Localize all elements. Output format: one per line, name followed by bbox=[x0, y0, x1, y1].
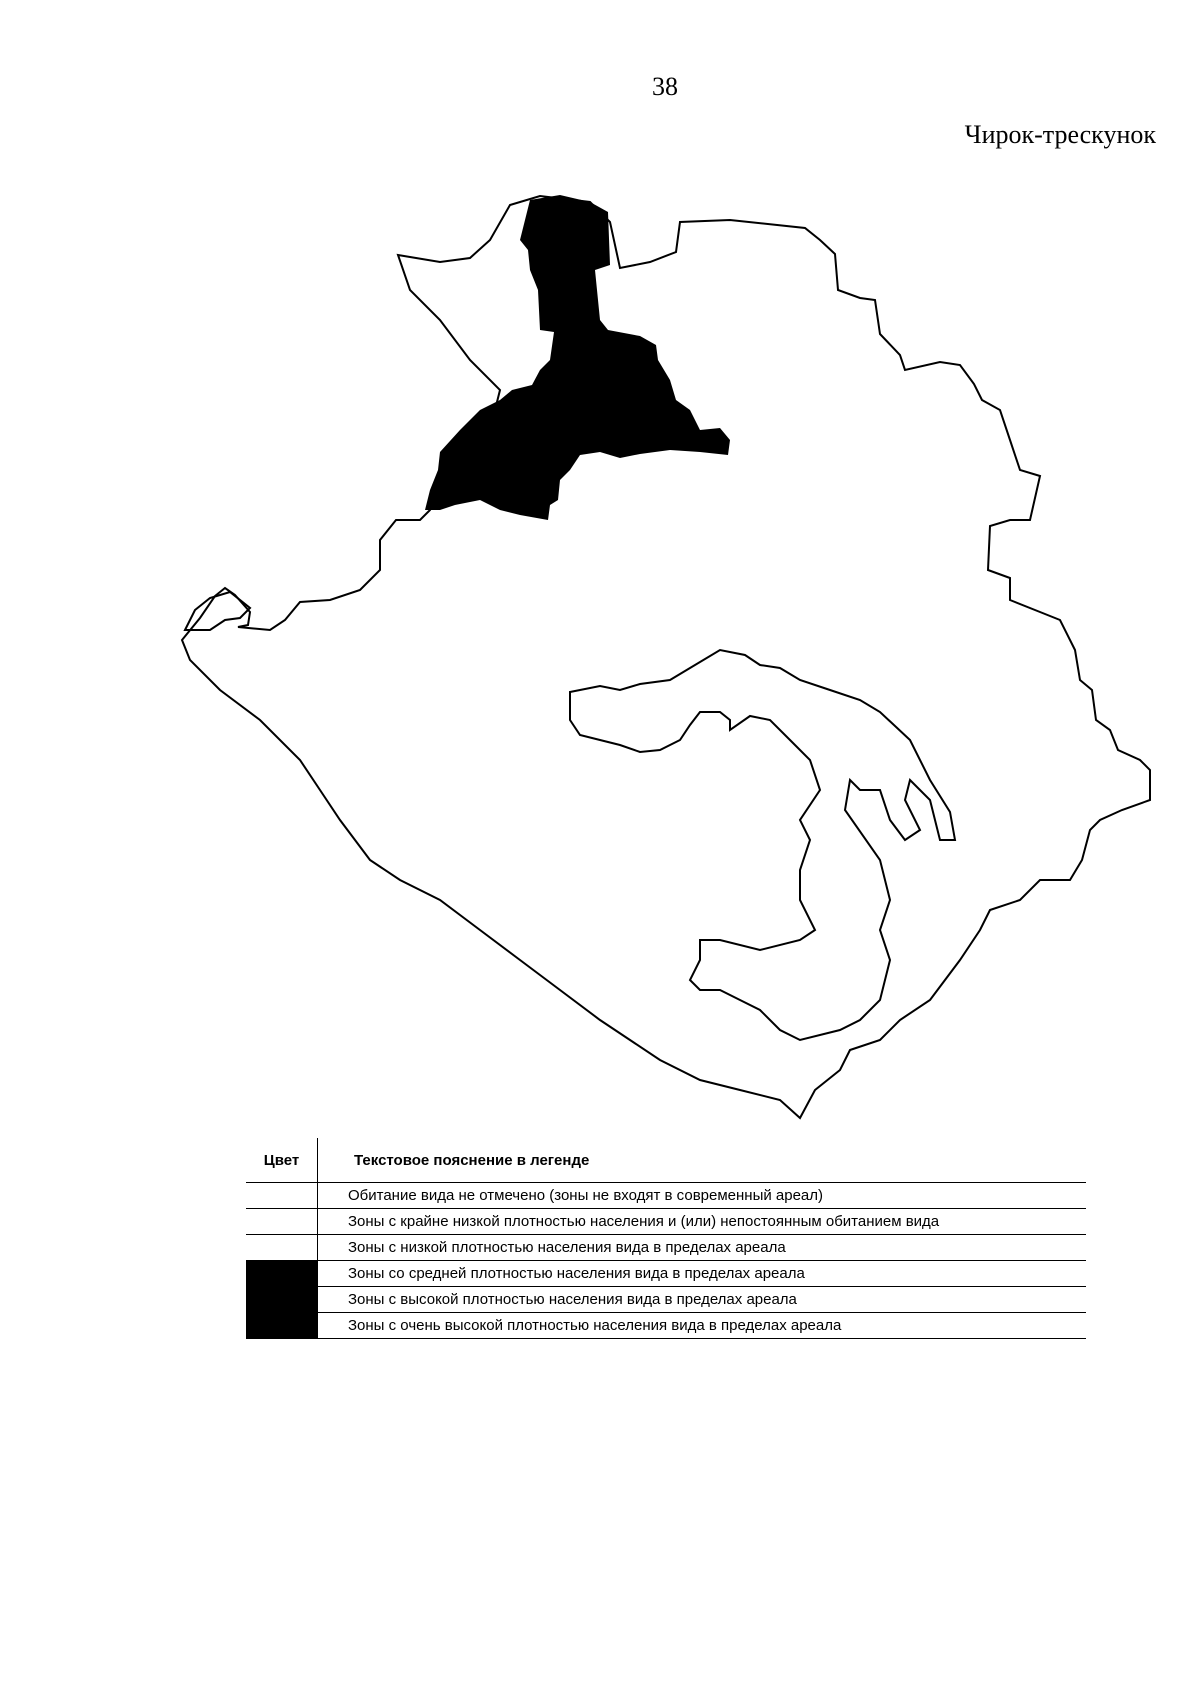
legend-swatch bbox=[246, 1235, 317, 1260]
legend-row bbox=[246, 1287, 1086, 1313]
legend-header-color: Цвет bbox=[246, 1138, 318, 1182]
legend-row bbox=[246, 1261, 1086, 1287]
legend-row-text: Зоны со средней плотностью населения вида в пределах ареала bbox=[348, 1265, 805, 1282]
legend-row-text: Зоны с крайне низкой плотностью населения и (или) непостоянным обитанием вида bbox=[348, 1213, 940, 1230]
legend-swatch bbox=[246, 1313, 317, 1338]
map-legend bbox=[246, 1138, 1086, 1339]
inner-basin-outline bbox=[570, 650, 955, 1040]
legend-swatch bbox=[246, 1209, 317, 1234]
legend-row-text: Зоны с очень высокой плотностью населения вида в пределах ареала bbox=[348, 1317, 842, 1334]
legend-row-text: Зоны с высокой плотностью населения вида в пределах ареала bbox=[348, 1291, 797, 1308]
high-density-zone bbox=[425, 195, 730, 520]
legend-row-text: Обитание вида не отмечено (зоны не входят в современный ареал) bbox=[348, 1187, 824, 1204]
legend-row-text: Зоны с низкой плотностью населения вида в пределах ареала bbox=[348, 1239, 786, 1256]
legend-swatch bbox=[246, 1183, 317, 1208]
legend-row bbox=[246, 1235, 1086, 1261]
legend-row bbox=[246, 1313, 1086, 1339]
legend-header-text: Текстовое пояснение в легенде bbox=[354, 1151, 590, 1169]
species-title: Чирок-трескунок bbox=[964, 120, 1156, 149]
legend-header bbox=[246, 1138, 1086, 1183]
legend-row bbox=[246, 1209, 1086, 1235]
legend-row bbox=[246, 1183, 1086, 1209]
legend-swatch bbox=[246, 1261, 317, 1286]
page-number: 38 bbox=[652, 72, 678, 101]
region-outline bbox=[182, 196, 1150, 1118]
legend-swatch bbox=[246, 1287, 317, 1312]
